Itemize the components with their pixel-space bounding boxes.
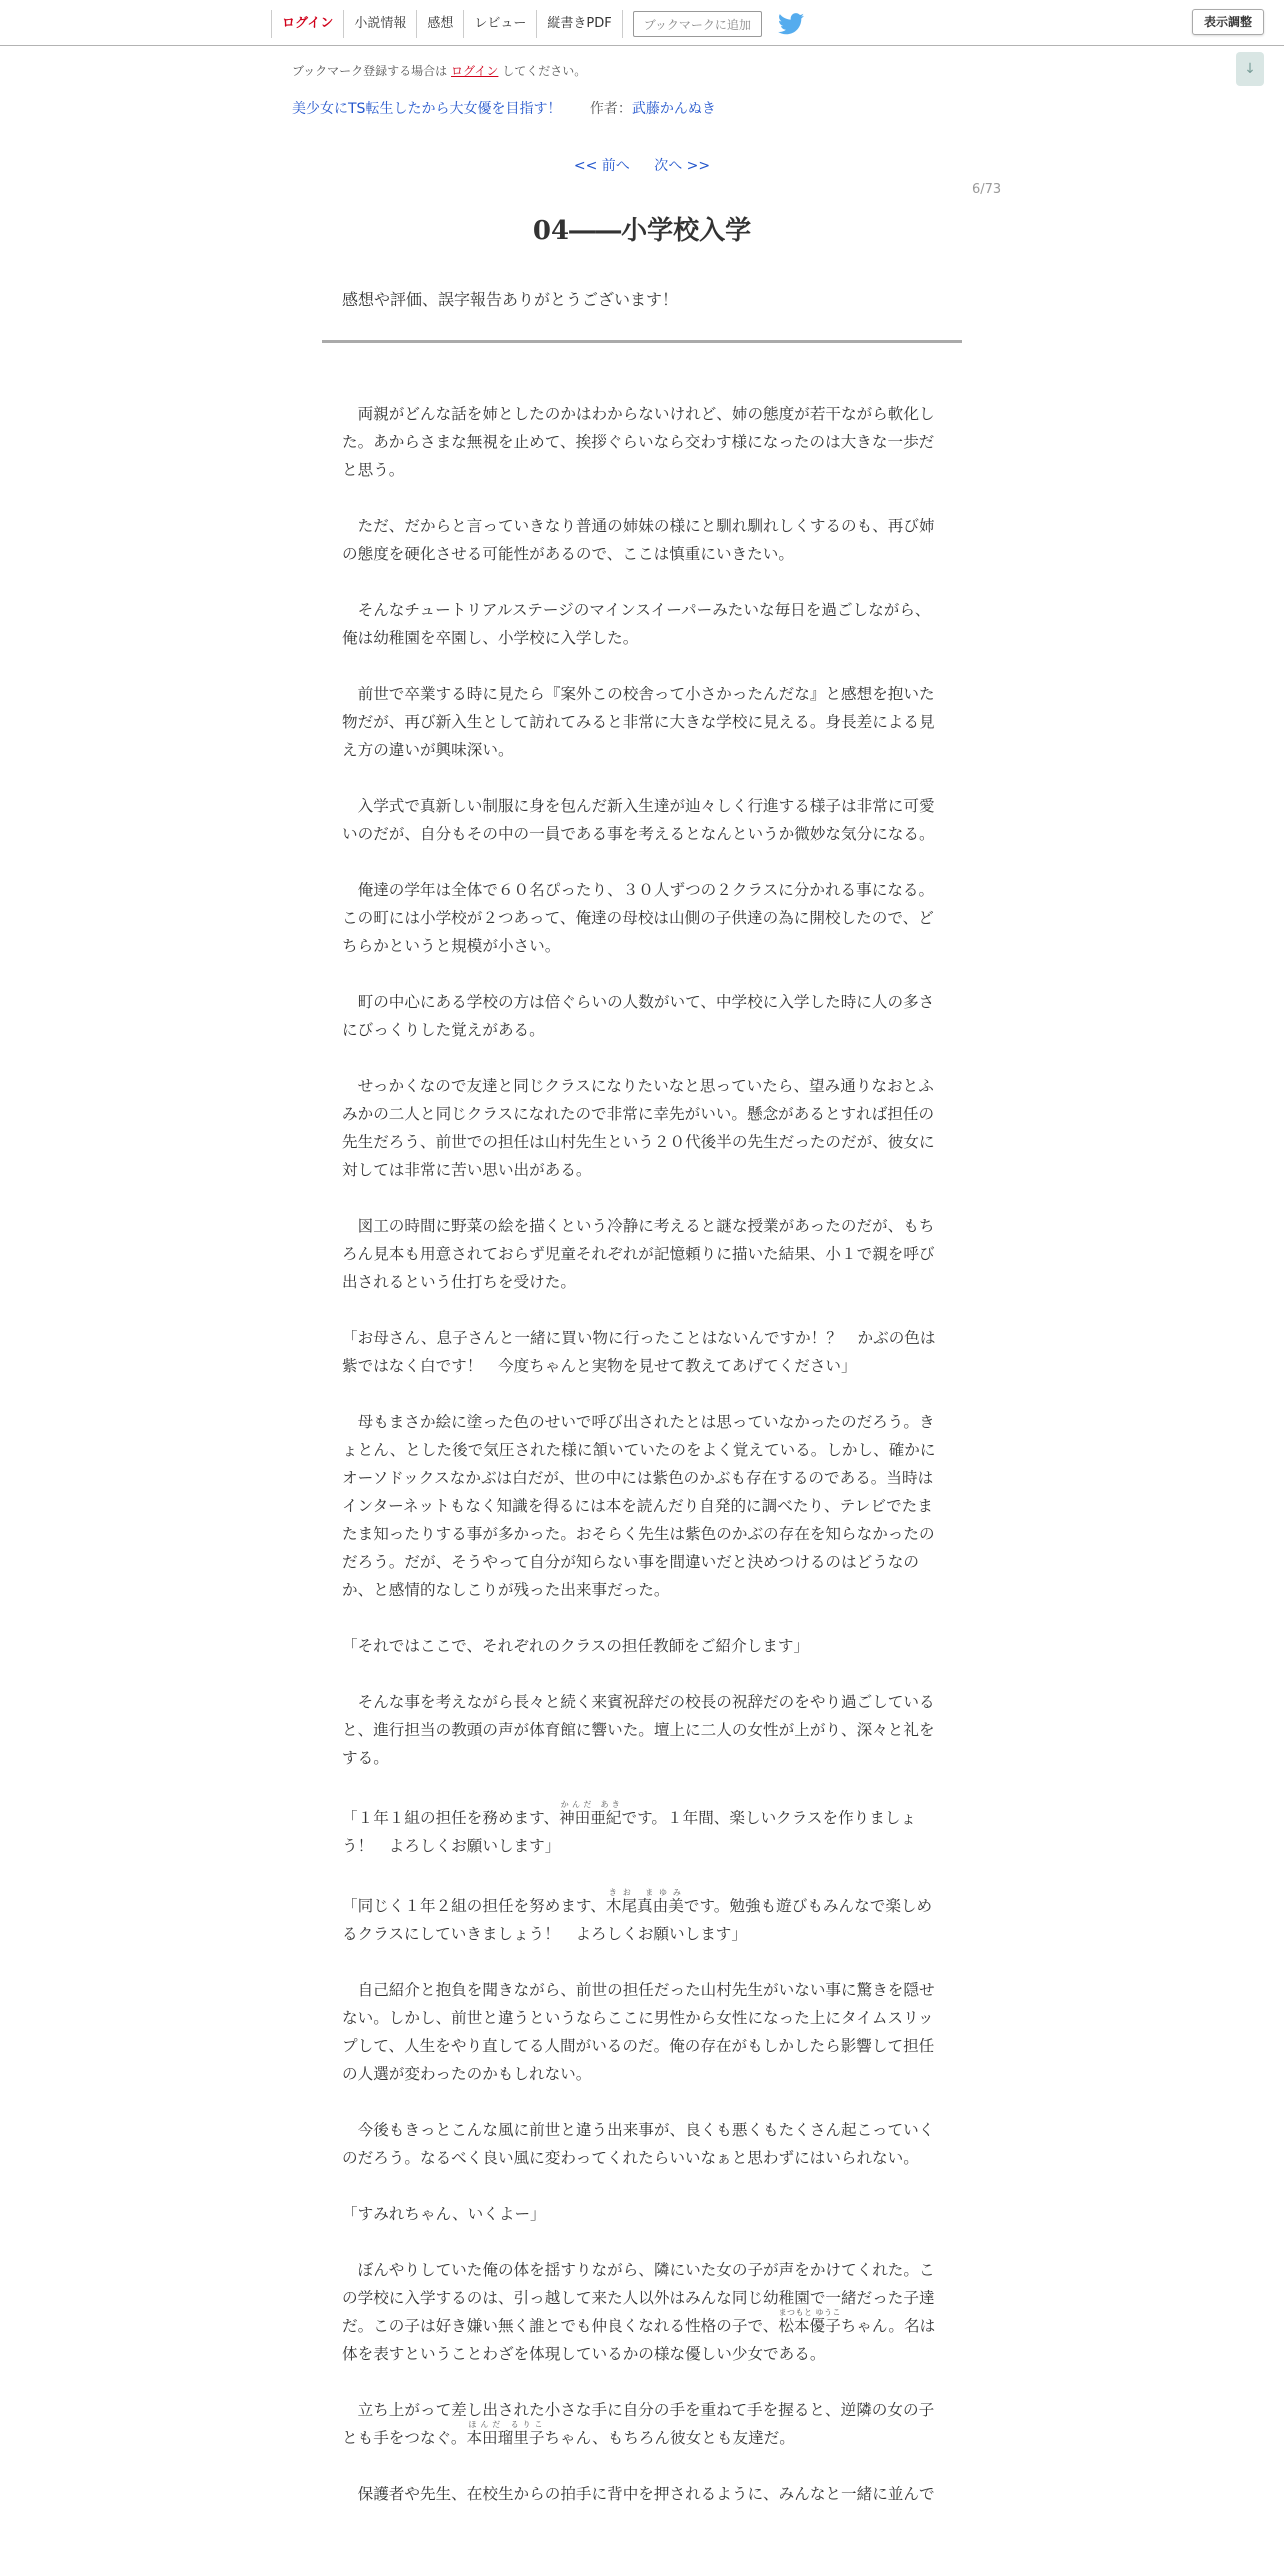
body-paragraph: 両親がどんな話を姉としたのかはわからないけれど、姉の態度が若干ながら軟化した。あからさまな無視を止めて、挨拶ぐらいなら交わす様になったのは大きな一歩だと思う。 [342,405,935,479]
body-paragraph: 図工の時間に野菜の絵を描くという冷静に考えると謎な授業があったのだが、もちろん見本も用意されておらず児童それぞれが記憶頼りに描いた結果、小１で親を呼び出されるという仕打ちを受けた。 [342,1217,935,1291]
body-paragraph: 母もまさか絵に塗った色のせいで呼び出されたとは思っていなかったのだろう。きょとん、とした後で気圧された様に頷いていたのをよく覚えている。しかし、確かにオーソドックスなかぶは白だが、世の中には紫色のかぶも存在するのである。当時はインターネットもなく知識を得るには本を読んだり自発的に調べたり、テレビでたまたま知ったりする事が多かった。おそらく先生は紫色のかぶの存在を知らなかったのだろう。だが、そうやって自分が知らない事を間違いだと決めつけるのはどうなのか、と感情的なしこりが残った出来事だった。 [342,1413,936,1599]
body-paragraph: 前世で卒業する時に見たら『案外この校舎って小さかったんだな』と感想を抱いた物だが、再び新入生として訪れてみると非常に大きな学校に見える。身長差による見え方の違いが興味深い。 [342,685,935,759]
nav-novel-info[interactable]: 小説情報 [344,10,417,38]
novel-title-link[interactable]: 美少女にTS転生したから大女優を目指す！ [292,101,562,117]
body-paragraph: 自己紹介と抱負を聞きながら、前世の担任だった山村先生がいない事に驚きを隠せない。しかし、前世と違うというならここに男性から女性になった上にタイムスリップして、人生をやり直してる人間がいるのだ。俺の存在がもしかしたら影響して担任の人選が変わったのかもしれない。 [342,1981,935,2083]
chapter-pager [0,155,1284,175]
next-chapter-link[interactable]: 次へ >> [654,158,711,174]
chapter-title: 04――小学校入学 [532,216,752,246]
chapter-body [342,400,942,2536]
body-paragraph: 「１年１組の担任を務めます、神田亜紀かんだ あきです。１年間、楽しいクラスを作りましょう！ よろしくお願いします」 [342,1800,917,1855]
body-paragraph: 俺達の学年は全体で６０名ぴったり、３０人ずつの２クラスに分かれる事になる。この町には小学校が２つあって、俺達の母校は山側の子供達の為に開校したので、どちらかというと規模が小さい。 [342,881,935,955]
bookmark-note-prefix: ブックマーク登録する場合は [292,64,448,78]
body-paragraph: そんな事を考えながら長々と続く来賓祝辞だの校長の祝辞だのをやり過ごしていると、進行担当の教頭の声が体育館に響いた。壇上に二人の女性が上がり、深々と礼をする。 [342,1693,935,1767]
furigana-name: 神田亜紀かんだ あき [559,1800,622,1827]
site-header [0,0,1284,46]
nav-login[interactable]: ログイン [272,10,344,38]
body-paragraph: ただ、だからと言っていきなり普通の姉妹の様にと馴れ馴れしくするのも、再び姉の態度を硬化させる可能性があるので、ここは慎重にいきたい。 [342,517,935,563]
display-settings-button[interactable]: 表示調整 [1192,9,1264,35]
novel-title-line [292,98,716,118]
add-bookmark-button[interactable]: ブックマークに追加 [633,11,762,37]
body-paragraph: 「それではここで、それぞれのクラスの担任教師をご紹介します」 [342,1637,810,1655]
author-link[interactable]: 武藤かんぬき [631,101,716,117]
bookmark-login-link[interactable]: ログイン [451,64,499,78]
nav-review[interactable]: レビュー [464,10,537,38]
main-nav [271,10,804,38]
author-label: 作者： [589,101,632,117]
body-paragraph: 入学式で真新しい制服に身を包んだ新入生達が辿々しく行進する様子は非常に可愛いのだが、自分もその中の一員である事を考えるとなんというか微妙な気分になる。 [342,797,935,843]
body-paragraph: 「お母さん、息子さんと一緒に買い物に行ったことはないんですか！？ かぶの色は紫ではなく白です！ 今度ちゃんと実物を見せて教えてあげてください」 [342,1329,936,1375]
preface-divider [322,340,962,343]
body-paragraph: 「同じく１年２組の担任を努めます、木尾真由美きお まゆみです。勉強も遊びもみんなで楽しめるクラスにしていきましょう！ よろしくお願いします」 [342,1888,933,1943]
body-paragraph: 保護者や先生、在校生からの拍手に背中を押されるように、みんなと一緒に並んで [342,2485,935,2503]
furigana-name: 木尾真由美きお まゆみ [605,1888,684,1915]
nav-vertical-pdf[interactable]: 縦書きPDF [537,10,622,38]
twitter-icon[interactable] [778,13,804,35]
prev-chapter-link[interactable]: << 前へ [573,158,630,174]
bookmark-login-note [292,62,586,79]
body-paragraph: 立ち上がって差し出された小さな手に自分の手を重ねて手を握ると、逆隣の女の子とも手をつなぐ。本田瑠里子ほんだ るりこちゃん、もちろん彼女とも友達だ。 [342,2401,935,2447]
furigana-name: 本田瑠里子ほんだ るりこ [466,2420,545,2447]
body-paragraph: せっかくなので友達と同じクラスになりたいなと思っていたら、望み通りなおとふみかの二人と同じクラスになれたので非常に幸先がいい。懸念があるとすれば担任の先生だろう、前世での担任は山村先生という２０代後半の先生だったのだが、彼女に対しては非常に苦い思い出がある。 [342,1077,935,1179]
chapter-preface: 感想や評価、誤字報告ありがとうございます！ [342,290,679,309]
furigana-name: 松本優子まつもと ゆうこ [778,2308,841,2335]
body-paragraph: ぼんやりしていた俺の体を揺すりながら、隣にいた女の子が声をかけてくれた。この学校に入学するのは、引っ越して来た人以外はみんな同じ幼稚園で一緒だった子達だ。この子は好き嫌い無く誰とでも仲良くなれる性格の子で、松本優子まつもと ゆうこちゃん。名は体を表すということわざを体現しているかの様な優しい少女である。 [342,2261,936,2363]
body-paragraph: 「すみれちゃん、いくよー」 [342,2205,546,2223]
body-paragraph: そんなチュートリアルステージのマインスイーパーみたいな毎日を過ごしながら、俺は幼稚園を卒園し、小学校に入学した。 [342,601,931,647]
chapter-count: 6/73 [972,182,1002,197]
nav-impressions[interactable]: 感想 [417,10,464,38]
bookmark-note-suffix: してください。 [502,64,587,78]
body-paragraph: 町の中心にある学校の方は倍ぐらいの人数がいて、中学校に入学した時に人の多さにびっくりした覚えがある。 [342,993,935,1039]
scroll-down-button[interactable]: ↓ [1236,52,1264,86]
body-paragraph: 今後もきっとこんな風に前世と違う出来事が、良くも悪くもたくさん起こっていくのだろう。なるべく良い風に変わってくれたらいいなぁと思わずにはいられない。 [342,2121,935,2167]
